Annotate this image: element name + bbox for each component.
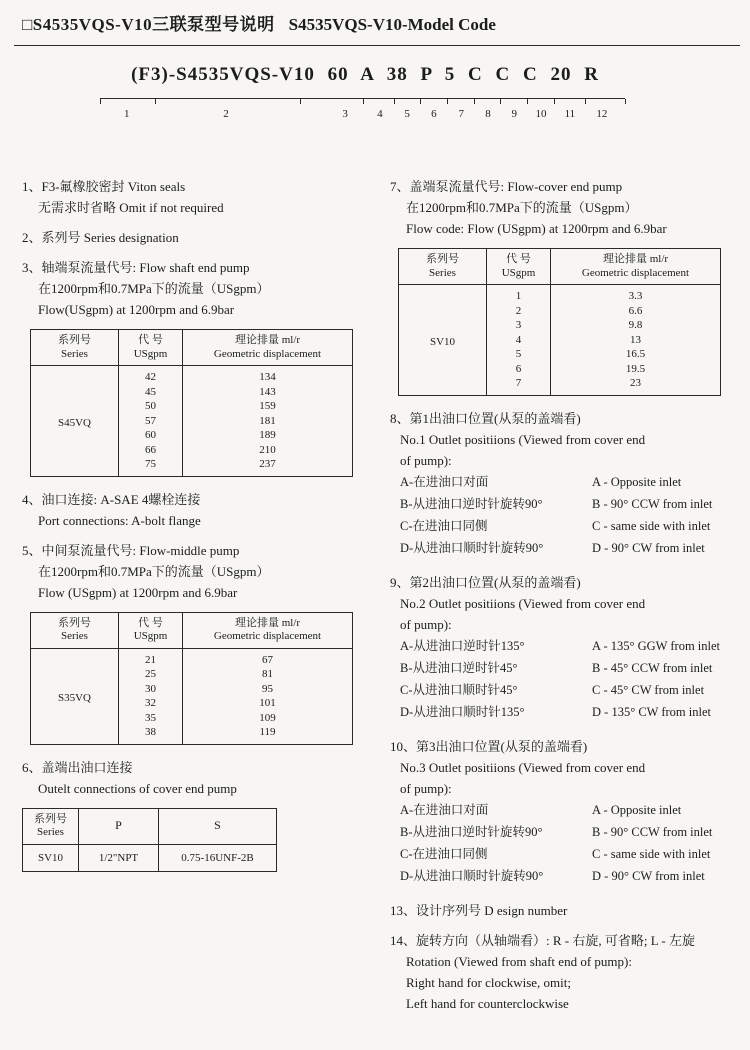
code-cell: 60 bbox=[119, 428, 183, 443]
code-cell: 57 bbox=[119, 414, 183, 429]
col-code-header: 代 号 USgpm bbox=[487, 249, 551, 285]
section-9-sub-2: of pump): bbox=[400, 616, 452, 632]
section-3-line-1: 3、轴端泵流量代号: Flow shaft end pump bbox=[22, 260, 250, 275]
code-cell: 42 bbox=[119, 366, 183, 385]
model-code: (F3)-S4535VQS-V10 60 A 38 P 5 C C C 20 R bbox=[131, 64, 599, 85]
position-number: 9 bbox=[511, 108, 517, 120]
section-1-line-1: 1、F3-氟橡胶密封 Viton seals bbox=[22, 179, 186, 194]
middle-pump-flow-table bbox=[30, 612, 353, 745]
section-10-sub-1: No.3 Outlet positiions (Viewed from cover end bbox=[400, 759, 646, 775]
position-number: 6 bbox=[431, 108, 437, 120]
code-cell: 25 bbox=[119, 667, 183, 682]
section-9 bbox=[390, 572, 740, 723]
disp-cell: 119 bbox=[183, 725, 353, 744]
tick-mark bbox=[394, 99, 395, 104]
series-cell: S45VQ bbox=[31, 366, 119, 477]
section-14-line-1: Rotation (Viewed from shaft end of pump): bbox=[406, 953, 632, 969]
tick-mark bbox=[447, 99, 448, 104]
col-series-header: 系列号 Series bbox=[399, 249, 487, 285]
position-number: 10 bbox=[535, 108, 547, 120]
section-5 bbox=[22, 540, 378, 603]
position-numbers bbox=[100, 108, 625, 124]
disp-cell: 67 bbox=[183, 648, 353, 667]
position-number: 4 bbox=[377, 108, 383, 120]
col-code-header: 代 号 USgpm bbox=[119, 612, 183, 648]
code-cell: 50 bbox=[119, 399, 183, 414]
col-series-header: 系列号 Series bbox=[23, 808, 79, 844]
col-p-header: P bbox=[79, 808, 159, 844]
disp-cell: 101 bbox=[183, 696, 353, 711]
section-14 bbox=[390, 930, 740, 1014]
col-series-header: 系列号 Series bbox=[31, 612, 119, 648]
option-row: D-从进油口顺时针旋转90° D - 90° CW from inlet bbox=[400, 540, 705, 555]
tick-mark bbox=[500, 99, 501, 104]
disp-cell: 13 bbox=[551, 333, 721, 348]
section-14-title: 14、旋转方向（从轴端看）: R - 右旋, 可省略; L - 左旋 bbox=[390, 932, 696, 948]
position-number: 7 bbox=[458, 108, 464, 120]
table-header-row bbox=[31, 330, 353, 366]
col-series-header: 系列号 Series bbox=[31, 330, 119, 366]
tick-mark bbox=[527, 99, 528, 104]
code-cell: 38 bbox=[119, 725, 183, 744]
code-cell: 6 bbox=[487, 362, 551, 377]
page-title-cn: □S4535VQS-V10三联泵型号说明 bbox=[22, 15, 275, 34]
section-8-sub-1: No.1 Outlet positiions (Viewed from cover end bbox=[400, 431, 646, 447]
section-5-line-2: 在1200rpm和0.7MPa下的流量（USgpm） bbox=[38, 563, 270, 579]
section-10 bbox=[390, 736, 740, 887]
disp-cell: 95 bbox=[183, 682, 353, 697]
disp-cell: 6.6 bbox=[551, 304, 721, 319]
table-row bbox=[23, 844, 277, 872]
code-cell: 4 bbox=[487, 333, 551, 348]
section-3-line-3: Flow(USgpm) at 1200rpm and 6.9bar bbox=[38, 302, 235, 317]
option-row: B-从进油口逆时针旋转90° B - 90° CCW from inlet bbox=[400, 824, 713, 839]
section-5-line-3: Flow (USgpm) at 1200rpm and 6.9bar bbox=[38, 584, 238, 600]
document-body bbox=[14, 176, 740, 1023]
table-header-row bbox=[31, 612, 353, 648]
code-cell: 66 bbox=[119, 443, 183, 458]
tick-mark bbox=[155, 99, 156, 104]
tick-mark bbox=[100, 99, 101, 104]
section-2-line-1: 2、系列号 Series designation bbox=[22, 230, 179, 245]
code-cell: 75 bbox=[119, 457, 183, 476]
disp-cell: 9.8 bbox=[551, 318, 721, 333]
position-number: 3 bbox=[342, 108, 348, 120]
p-cell: 1/2"NPT bbox=[79, 844, 159, 872]
section-13 bbox=[390, 900, 740, 921]
model-code-block bbox=[14, 64, 740, 124]
section-3 bbox=[22, 257, 378, 320]
tick-mark bbox=[300, 99, 301, 104]
disp-cell: 109 bbox=[183, 711, 353, 726]
section-10-title: 10、第3出油口位置(从泵的盖端看) bbox=[390, 738, 588, 754]
cover-end-flow-table bbox=[398, 248, 721, 396]
section-4-line-2: Port connections: A-bolt flange bbox=[38, 512, 201, 528]
section-3-line-2: 在1200rpm和0.7MPa下的流量（USgpm） bbox=[38, 281, 270, 296]
section-2 bbox=[22, 227, 378, 248]
code-cell: 5 bbox=[487, 347, 551, 362]
section-8-title: 8、第1出油口位置(从泵的盖端看) bbox=[390, 410, 581, 426]
series-cell: SV10 bbox=[23, 844, 79, 872]
col-s-header: S bbox=[159, 808, 277, 844]
s-cell: 0.75-16UNF-2B bbox=[159, 844, 277, 872]
section-1 bbox=[22, 176, 378, 218]
series-cell: S35VQ bbox=[31, 648, 119, 744]
option-row: A-从进油口逆时针135° A - 135° GGW from inlet bbox=[400, 638, 721, 653]
code-cell: 7 bbox=[487, 376, 551, 395]
section-8-sub-2: of pump): bbox=[400, 452, 452, 468]
disp-cell: 181 bbox=[183, 414, 353, 429]
shaft-end-flow-table bbox=[30, 329, 353, 477]
code-cell: 30 bbox=[119, 682, 183, 697]
cover-end-connection-table bbox=[22, 808, 277, 873]
section-7-line-1: 7、盖端泵流量代号: Flow-cover end pump bbox=[390, 179, 623, 194]
position-number: 2 bbox=[223, 108, 229, 120]
col-displacement-header: 理论排量 ml/r Geometric displacement bbox=[183, 612, 353, 648]
disp-cell: 23 bbox=[551, 376, 721, 395]
section-6-line-2: Outelt connections of cover end pump bbox=[38, 780, 237, 796]
code-cell: 45 bbox=[119, 385, 183, 400]
tick-mark bbox=[554, 99, 555, 104]
section-13-line-1: 13、设计序列号 D esign number bbox=[390, 902, 568, 918]
option-row: A-在进油口对面 A - Opposite inlet bbox=[400, 474, 682, 489]
option-row: C-在进油口同侧 C - same side with inlet bbox=[400, 518, 711, 533]
section-8 bbox=[390, 408, 740, 559]
table-row bbox=[399, 285, 721, 304]
section-5-line-1: 5、中间泵流量代号: Flow-middle pump bbox=[22, 542, 240, 558]
section-10-sub-2: of pump): bbox=[400, 780, 452, 796]
option-row: C-从进油口顺时针45° C - 45° CW from inlet bbox=[400, 682, 705, 697]
tick-mark bbox=[474, 99, 475, 104]
position-number: 11 bbox=[564, 108, 576, 120]
tick-mark bbox=[420, 99, 421, 104]
col-code-header: 代 号 USgpm bbox=[119, 330, 183, 366]
disp-cell: 159 bbox=[183, 399, 353, 414]
section-1-line-2: 无需求时省略 Omit if not required bbox=[38, 200, 224, 215]
section-9-sub-1: No.2 Outlet positiions (Viewed from cover end bbox=[400, 595, 646, 611]
right-column bbox=[378, 176, 740, 1023]
option-row: C-在进油口同侧 C - same side with inlet bbox=[400, 846, 711, 861]
table-row bbox=[31, 366, 353, 385]
left-column bbox=[22, 176, 378, 1023]
position-number: 12 bbox=[596, 108, 608, 120]
disp-cell: 189 bbox=[183, 428, 353, 443]
section-14-line-2: Right hand for clockwise, omit; bbox=[406, 974, 572, 990]
disp-cell: 210 bbox=[183, 443, 353, 458]
disp-cell: 81 bbox=[183, 667, 353, 682]
disp-cell: 134 bbox=[183, 366, 353, 385]
disp-cell: 19.5 bbox=[551, 362, 721, 377]
table-header-row bbox=[399, 249, 721, 285]
position-number: 8 bbox=[485, 108, 491, 120]
tick-mark bbox=[363, 99, 364, 104]
option-row: A-在进油口对面 A - Opposite inlet bbox=[400, 802, 682, 817]
code-cell: 21 bbox=[119, 648, 183, 667]
disp-cell: 143 bbox=[183, 385, 353, 400]
col-displacement-header: 理论排量 ml/r Geometric displacement bbox=[551, 249, 721, 285]
position-number: 5 bbox=[404, 108, 410, 120]
code-cell: 1 bbox=[487, 285, 551, 304]
series-cell: SV10 bbox=[399, 285, 487, 396]
section-6 bbox=[22, 757, 378, 799]
option-row: D-从进油口顺时针135° D - 135° CW from inlet bbox=[400, 704, 711, 719]
col-displacement-header: 理论排量 ml/r Geometric displacement bbox=[183, 330, 353, 366]
position-number: 1 bbox=[124, 108, 130, 120]
section-4-line-1: 4、油口连接: A-SAE 4螺栓连接 bbox=[22, 491, 201, 507]
section-7-line-3: Flow code: Flow (USgpm) at 1200rpm and 6.9bar bbox=[406, 221, 667, 236]
section-7-line-2: 在1200rpm和0.7MPa下的流量（USgpm） bbox=[406, 200, 638, 215]
disp-cell: 237 bbox=[183, 457, 353, 476]
code-cell: 35 bbox=[119, 711, 183, 726]
option-row: B-从进油口逆时针45° B - 45° CCW from inlet bbox=[400, 660, 713, 675]
disp-cell: 3.3 bbox=[551, 285, 721, 304]
section-7 bbox=[390, 176, 740, 239]
section-14-line-3: Left hand for counterclockwise bbox=[406, 995, 569, 1011]
section-6-line-1: 6、盖端出油口连接 bbox=[22, 759, 133, 775]
code-cell: 2 bbox=[487, 304, 551, 319]
code-cell: 32 bbox=[119, 696, 183, 711]
option-row: B-从进油口逆时针旋转90° B - 90° CCW from inlet bbox=[400, 496, 713, 511]
document-header bbox=[14, 8, 740, 46]
section-4 bbox=[22, 489, 378, 531]
tick-mark bbox=[585, 99, 586, 104]
code-cell: 3 bbox=[487, 318, 551, 333]
section-9-title: 9、第2出油口位置(从泵的盖端看) bbox=[390, 574, 581, 590]
tick-mark bbox=[625, 99, 626, 104]
disp-cell: 16.5 bbox=[551, 347, 721, 362]
option-row: D-从进油口顺时针旋转90° D - 90° CW from inlet bbox=[400, 868, 705, 883]
table-header-row bbox=[23, 808, 277, 844]
model-code-rule bbox=[100, 98, 625, 104]
page-title-en: S4535VQS-V10-Model Code bbox=[288, 15, 496, 34]
table-row bbox=[31, 648, 353, 667]
